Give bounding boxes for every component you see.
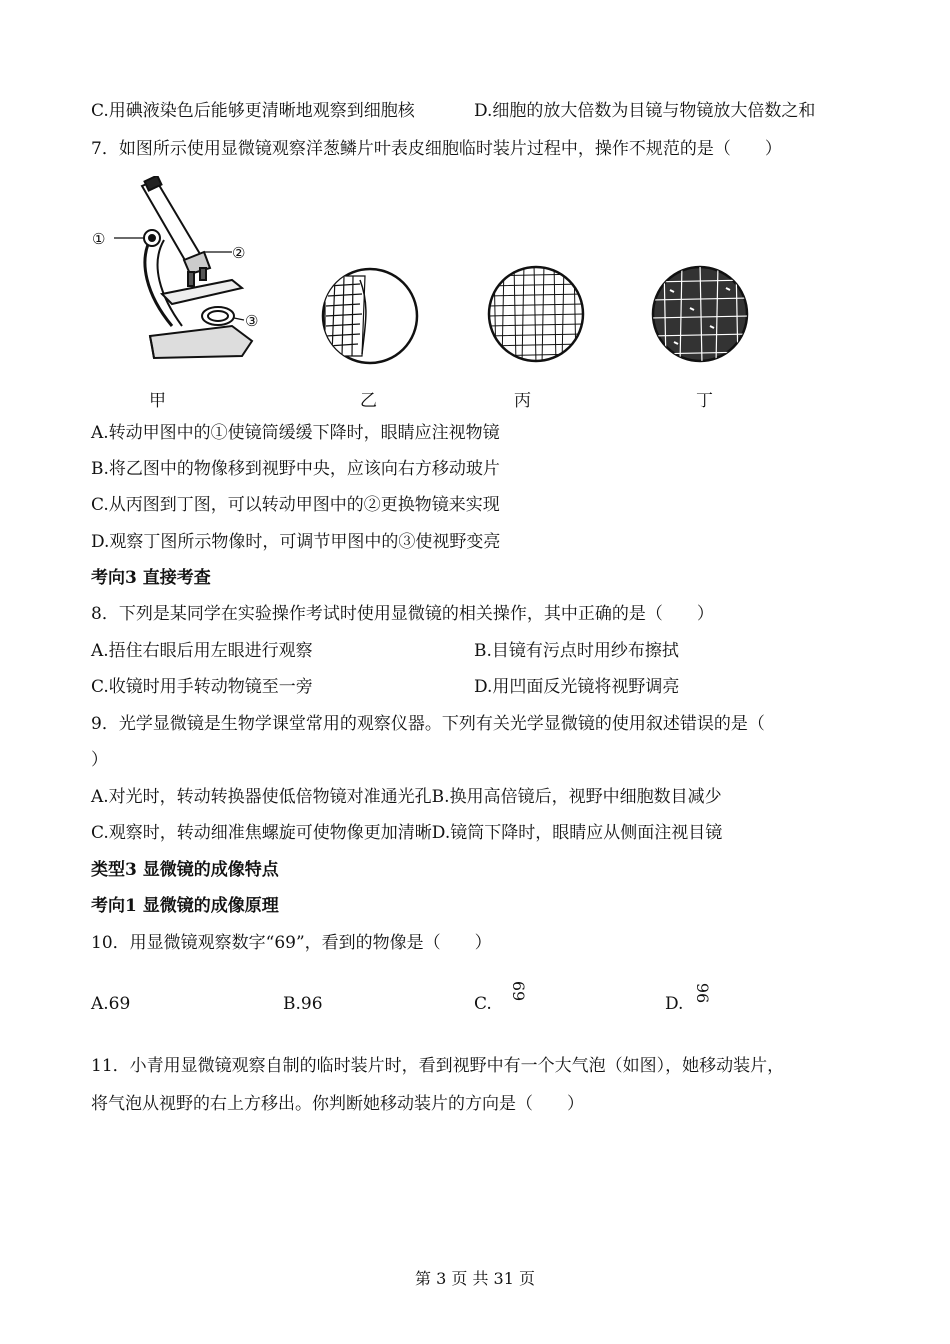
q7-option-d: D.观察丁图所示物像时，可调节甲图中的③使视野变亮 xyxy=(91,532,501,552)
q10-option-d: D. xyxy=(665,994,684,1014)
q6-option-d: D.细胞的放大倍数为目镜与物镜放大倍数之和 xyxy=(474,101,816,121)
marker-1: ① xyxy=(92,230,106,248)
section-heading-kaoxiang1: 考向1 显微镜的成像原理 xyxy=(91,896,279,916)
view-yi-figure xyxy=(320,266,420,366)
section-heading-type3: 类型3 显微镜的成像特点 xyxy=(91,860,279,880)
label-bing: 丙 xyxy=(514,391,531,411)
marker-3: ③ xyxy=(245,312,259,330)
view-ding-figure xyxy=(650,264,750,364)
page-footer: 第 3 页 共 31 页 xyxy=(415,1269,535,1288)
q7-option-a: A.转动甲图中的①使镜筒缓缓下降时，眼睛应注视物镜 xyxy=(91,423,500,443)
view-bing-figure xyxy=(486,264,586,364)
q8-option-a: A.捂住右眼后用左眼进行观察 xyxy=(91,641,313,661)
q8-option-d: D.用凹面反光镜将视野调亮 xyxy=(474,677,680,697)
microscope-figure xyxy=(92,176,272,366)
marker-2: ② xyxy=(232,244,246,262)
q8-option-b: B.目镜有污点时用纱布擦拭 xyxy=(474,641,679,661)
q9-options-cd: C.观察时，转动细准焦螺旋可使物像更加清晰D.镜筒下降时，眼睛应从侧面注视目镜 xyxy=(91,823,723,843)
q9-stem-line2: ） xyxy=(91,750,108,770)
q6-option-c: C.用碘液染色后能够更清晰地观察到细胞核 xyxy=(91,101,415,121)
q9-options-ab: A.对光时，转动转换器使低倍物镜对准通光孔B.换用高倍镜后，视野中细胞数目减少 xyxy=(91,787,722,807)
q11-stem-line1: 11．小青用显微镜观察自制的临时装片时，看到视野中有一个大气泡（如图），她移动装片， xyxy=(91,1056,785,1076)
q10-option-d-image: 96 xyxy=(693,982,713,1004)
q10-option-b: B.96 xyxy=(283,994,323,1014)
q8-option-c: C.收镜时用手转动物镜至一旁 xyxy=(91,677,313,697)
label-ding: 丁 xyxy=(696,391,713,411)
q10-option-c-image: 69 xyxy=(509,980,529,1002)
q10-option-c: C. xyxy=(474,994,492,1014)
q8-stem: 8．下列是某同学在实验操作考试时使用显微镜的相关操作，其中正确的是（ ） xyxy=(91,604,714,624)
label-yi: 乙 xyxy=(360,391,377,411)
q7-stem: 7．如图所示使用显微镜观察洋葱鳞片叶表皮细胞临时装片过程中，操作不规范的是（ ） xyxy=(91,139,782,159)
q10-option-a: A.69 xyxy=(91,994,131,1014)
q11-stem-line2: 将气泡从视野的右上方移出。你判断她移动装片的方向是（ ） xyxy=(91,1094,584,1114)
q9-stem-line1: 9．光学显微镜是生物学课堂常用的观察仪器。下列有关光学显微镜的使用叙述错误的是（ xyxy=(91,714,765,734)
q7-option-c: C.从丙图到丁图，可以转动甲图中的②更换物镜来实现 xyxy=(91,495,500,515)
label-jia: 甲 xyxy=(149,391,166,411)
q7-option-b: B.将乙图中的物像移到视野中央，应该向右方移动玻片 xyxy=(91,459,500,479)
q10-stem: 10．用显微镜观察数字“69”，看到的物像是（ ） xyxy=(91,933,492,953)
section-heading-kaoxiang3: 考向3 直接考查 xyxy=(91,568,211,588)
